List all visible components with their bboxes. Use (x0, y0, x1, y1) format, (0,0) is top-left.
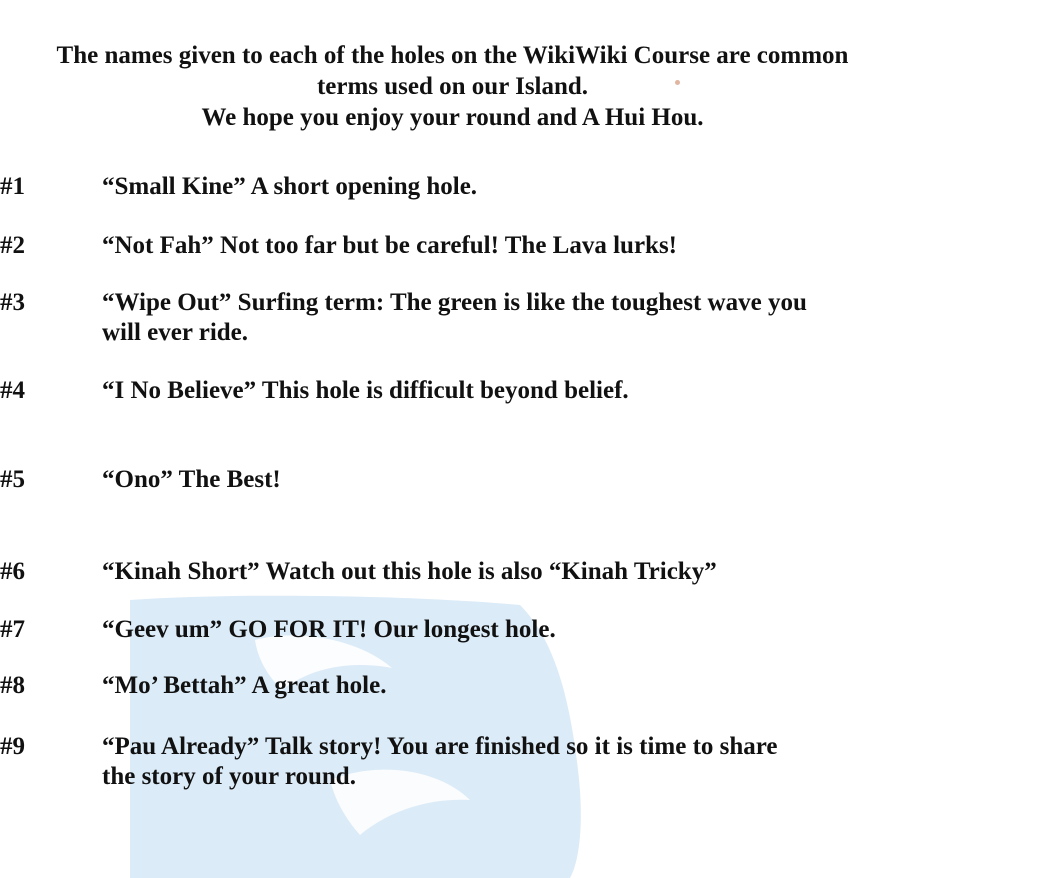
hole-number: #5 (0, 466, 25, 493)
hole-description (102, 172, 902, 202)
hole-description (102, 732, 902, 792)
intro-paragraph (0, 40, 905, 133)
hole-description-line: “Wipe Out” Surfing term: The green is like the toughest wave you (102, 289, 807, 316)
hole-description-line: “Not Fah” Not too far but be careful! The Lava lurks! (102, 232, 677, 259)
hole-description-line: the story of your round. (102, 763, 356, 790)
hole-description-line: “Mo’ Bettah” A great hole. (102, 672, 387, 699)
intro-line-3: We hope you enjoy your round and A Hui Hou. (201, 104, 704, 131)
hole-description-line: “Ono” The Best! (102, 466, 281, 493)
hole-description-line: will ever ride. (102, 319, 249, 346)
hole-description (102, 557, 902, 587)
hole-number: #7 (0, 616, 25, 643)
hole-number: #1 (0, 173, 25, 200)
hole-description (102, 671, 902, 701)
hole-description (102, 231, 902, 261)
hole-number: #6 (0, 558, 25, 585)
hole-number: #3 (0, 289, 25, 316)
scan-speck (675, 80, 680, 85)
hole-description-line: “Kinah Short” Watch out this hole is also “Kinah Tricky” (102, 558, 717, 585)
hole-description-line: “Pau Already” Talk story! You are finished so it is time to share (102, 733, 778, 760)
hole-description-line: “I No Believe” This hole is difficult beyond belief. (102, 377, 629, 404)
hole-description-line: “Geev um” GO FOR IT! Our longest hole. (102, 616, 556, 643)
hole-description (102, 615, 902, 645)
intro-line-1: The names given to each of the holes on the WikiWiki Course are common (56, 42, 849, 69)
hole-description (102, 288, 902, 348)
hole-number: #4 (0, 377, 25, 404)
hole-description-line: “Small Kine” A short opening hole. (102, 173, 478, 200)
hole-number: #2 (0, 232, 25, 259)
hole-number: #8 (0, 672, 25, 699)
hole-description (102, 465, 902, 495)
hole-description (102, 376, 902, 406)
intro-line-2: terms used on our Island. (316, 73, 589, 100)
hole-number: #9 (0, 733, 25, 760)
